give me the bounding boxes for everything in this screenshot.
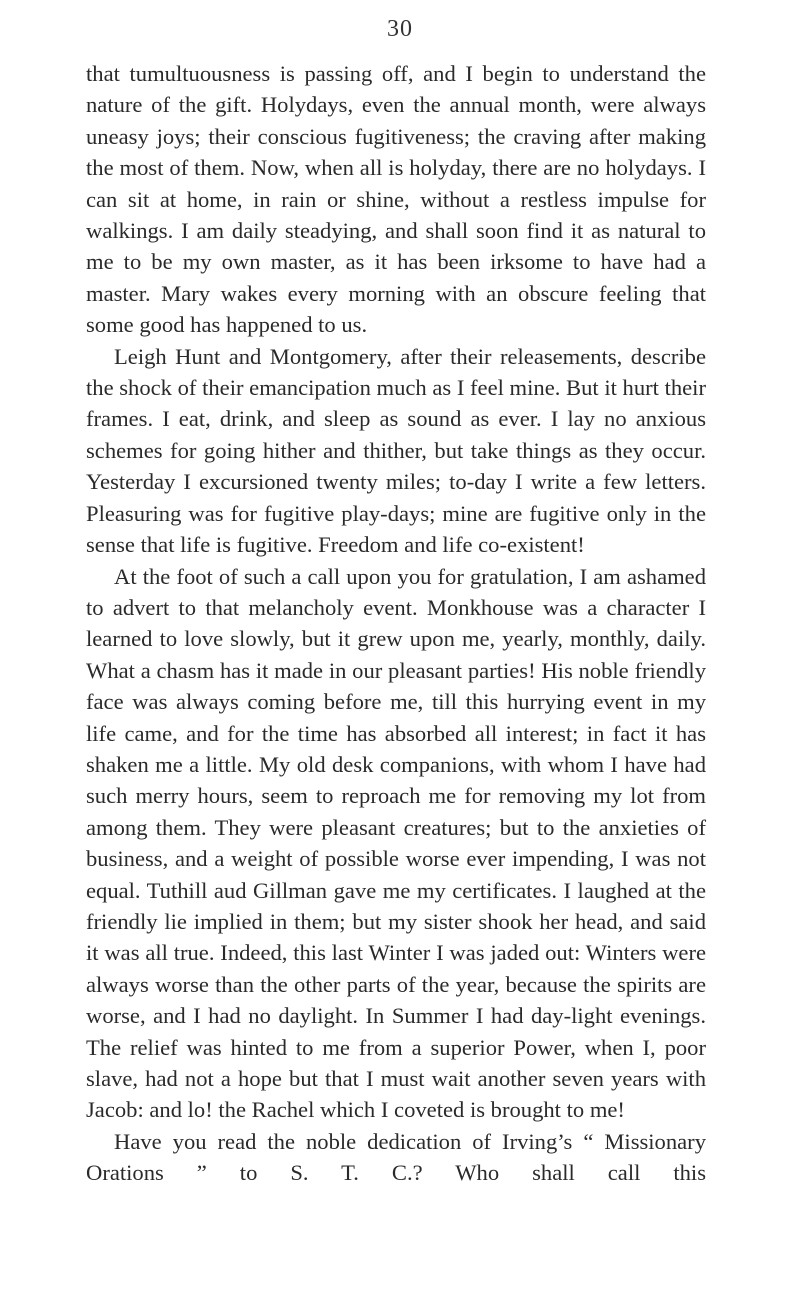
paragraph-4: Have you read the noble dedication of Irving’s “ Missionary Orations ” to S. T. C.? Who shall call this	[86, 1128, 706, 1186]
paragraph-2: Leigh Hunt and Montgomery, after their releasements, describe the shock of their emancipation much as I feel mine. But it hurt their frames. I eat, drink, and sleep as sound as ever. I lay no anxious schemes for going hither and thither, but take things as they occur. Yesterday I excursioned twenty miles; to-day I write a few letters. Pleasuring was for fugitive play-days; mine are fugitive only in the sense that life is fugitive. Freedom and life co-existent!	[86, 343, 706, 558]
paragraph-1: that tumultuousness is passing off, and I begin to understand the nature of the gift. Holydays, even the annual month, were always uneasy joys; their conscious fugitiveness; the craving after making the most of them. Now, when all is holyday, there are no holydays. I can sit at home, in rain or shine, without a restless impulse for walkings. I am daily steadying, and shall soon find it as natural to me to be my own master, as it has been irksome to have had a master. Mary wakes every morning with an obscure feeling that some good has happened to us.	[86, 61, 706, 338]
page-number: 30	[387, 16, 413, 42]
paragraph-3: At the foot of such a call upon you for gratulation, I am ashamed to advert to that melancholy event. Monkhouse was a character I learned to love slowly, but it grew upon me, yearly, monthly, daily. What a chasm has it made in our pleasant parties! His noble friendly face was always coming before me, till this hurrying event in my life came, and for the time has absorbed all interest; in fact it has shaken me a little. My old desk companions, with whom I have had such merry hours, seem to reproach me for removing my lot from among them. They were pleasant creatures; but to the anxieties of business, and a weight of possible worse ever impending, I was not equal. Tuthill aud Gillman gave me my certificates. I laughed at the friendly lie implied in them; but my sister shook her head, and said it was all true. Indeed, this last Winter I was jaded out: Winters were always worse than the other parts of the year, because the spirits are worse, and I had no daylight. In Summer I had day-light evenings. The relief was hinted to me from a superior Power, when I, poor slave, had not a hope but that I must wait another seven years with Jacob: and lo! the Rachel which I coveted is brought to me!	[86, 563, 706, 1123]
body-text	[86, 58, 706, 1189]
